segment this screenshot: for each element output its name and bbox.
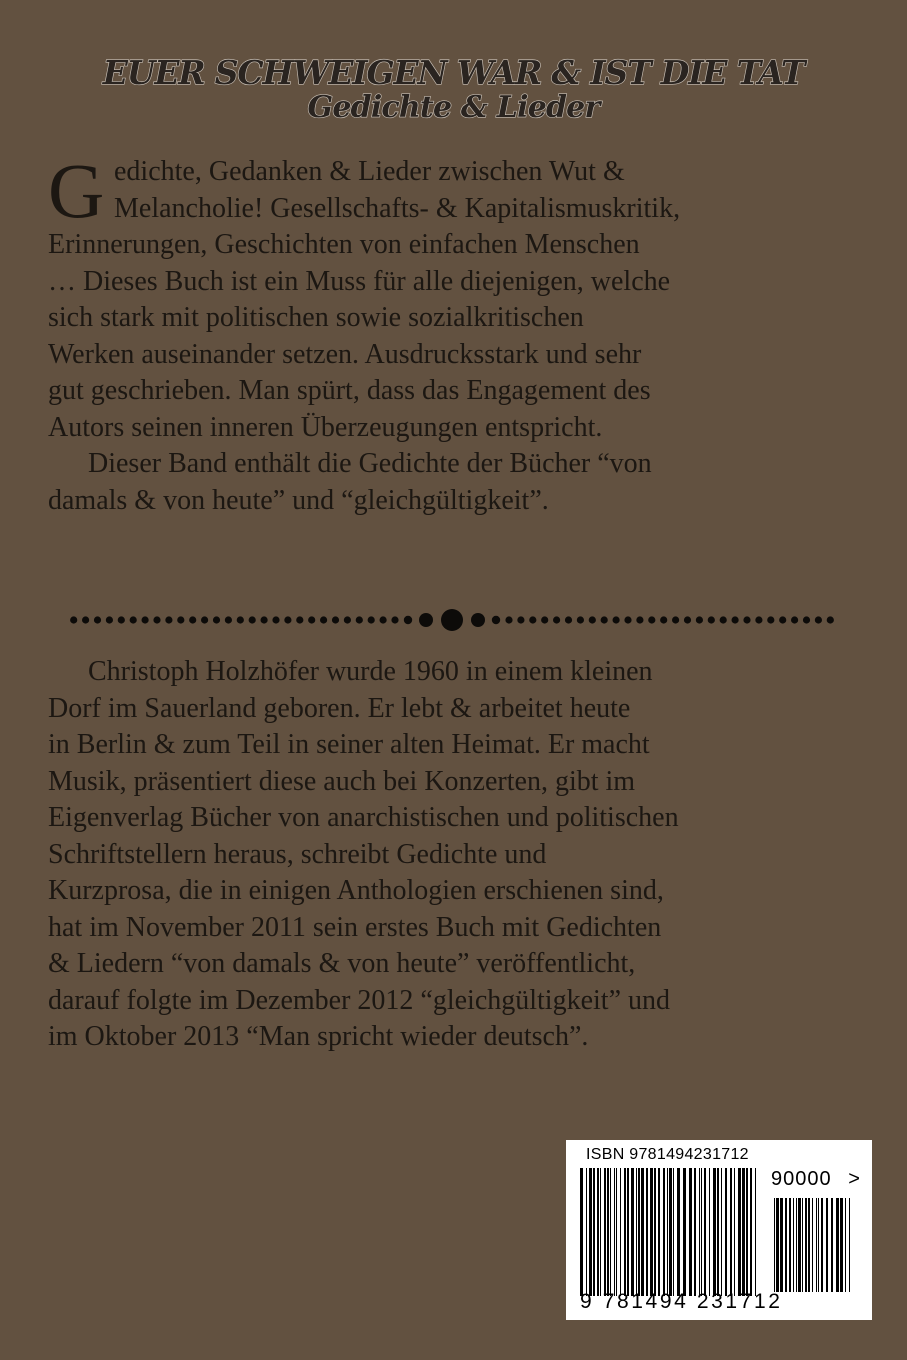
blurb-line: damals & von heute” und “gleichgültigkeit”. (48, 484, 549, 516)
price-code (771, 1168, 861, 1191)
divider-dot (201, 616, 208, 623)
blurb-line: Erinnerungen, Geschichten von einfachen Menschen (48, 229, 640, 260)
barcode-bar (704, 1168, 706, 1296)
bio-line: Eigenverlag Bücher von anarchistischen und politischen (48, 802, 679, 833)
barcode-bars-icon (580, 1168, 760, 1296)
book-title: EUER SCHWEIGEN WAR & IST DIE TAT (102, 53, 805, 92)
barcode-bar (658, 1168, 660, 1296)
divider-dot (356, 616, 363, 623)
divider-dot (419, 613, 433, 627)
blurb-paragraph (48, 147, 868, 519)
divider-dot (284, 616, 291, 623)
barcode-bar (610, 1168, 611, 1296)
divider-dot (82, 616, 89, 623)
barcode-bar (780, 1198, 783, 1292)
barcode-bar (667, 1168, 668, 1296)
divider-dot (791, 616, 798, 623)
barcode-digits: 9 781494 231712 (580, 1290, 783, 1313)
barcode-bar (776, 1198, 779, 1292)
bio-line: Dorf im Sauerland geboren. Er lebt & arbeitet heute (48, 692, 631, 724)
divider-dot (553, 616, 560, 623)
divider-dot (404, 616, 412, 624)
divider-dot (636, 616, 643, 623)
barcode-bar (694, 1168, 696, 1296)
bio-line: darauf folgte im Dezember 2012 “gleichgültigkeit” und (48, 984, 671, 1016)
isbn-label: ISBN 9781494231712 (586, 1146, 749, 1163)
barcode-bar (607, 1168, 609, 1296)
blurb-line: edichte, Gedanken & Lieder zwischen Wut & (114, 156, 625, 187)
divider-dot (118, 616, 125, 623)
barcode-bar (614, 1168, 615, 1296)
barcode-bar (699, 1168, 700, 1296)
barcode-bar (818, 1198, 819, 1292)
divider-dot (332, 616, 339, 623)
barcode-bar (624, 1168, 626, 1296)
blurb-line: … Dieses Buch ist ein Muss für alle diejenigen, welche (48, 265, 671, 297)
divider-dot (743, 616, 750, 623)
divider-dot (391, 616, 398, 623)
bio-line: Kurzprosa, die in einigen Anthologien erschienen sind, (48, 875, 664, 906)
divider-dot (142, 616, 149, 623)
divider-dot (177, 616, 184, 623)
barcode-bar (673, 1168, 674, 1296)
divider-dot (660, 616, 667, 623)
blurb-line: Melancholie! Gesellschafts- & Kapitalismuskritik, (114, 192, 681, 224)
barcode-bar (755, 1168, 756, 1296)
barcode-bar (738, 1168, 741, 1296)
divider-dot (106, 616, 113, 623)
barcode-bar (616, 1168, 617, 1296)
blurb-line: Dieser Band enthält die Gedichte der Bücher “von (88, 448, 652, 479)
dot-divider (62, 600, 842, 640)
barcode-bar (816, 1198, 817, 1292)
divider-dot (237, 616, 244, 623)
divider-dot (296, 616, 303, 623)
barcode-bar (709, 1168, 710, 1296)
barcode-bar (620, 1168, 621, 1296)
barcode-bar (725, 1168, 727, 1296)
barcode-bar (836, 1198, 839, 1292)
divider-dot (441, 609, 463, 631)
barcode-bar (597, 1168, 599, 1296)
barcode-bar (627, 1168, 629, 1296)
addon-barcode-icon (774, 1198, 852, 1292)
barcode-bar (717, 1168, 719, 1296)
divider-dot (624, 616, 631, 623)
bio-line: Musik, präsentiert diese auch bei Konzerten, gibt im (48, 765, 636, 797)
barcode-bar (774, 1198, 775, 1292)
bio-line: in Berlin & zum Teil in seiner alten Heimat. Er macht (48, 729, 650, 760)
divider-dot (529, 616, 536, 623)
divider-dot (541, 616, 548, 623)
barcode-bar (638, 1168, 640, 1296)
barcode-bar (654, 1168, 656, 1296)
divider-dot (708, 616, 715, 623)
isbn-barcode (566, 1140, 872, 1320)
divider-dot (672, 616, 679, 623)
divider-dot (696, 616, 703, 623)
barcode-bar (586, 1168, 587, 1296)
barcode-bar (604, 1168, 606, 1296)
divider-dot (308, 616, 315, 623)
barcode-bar (840, 1198, 843, 1292)
divider-dot (165, 616, 172, 623)
barcode-bar (796, 1198, 797, 1292)
divider-dot (130, 616, 137, 623)
barcode-bar (669, 1168, 672, 1296)
divider-dot (320, 616, 327, 623)
barcode-bar (721, 1168, 722, 1296)
divider-dot (225, 616, 232, 623)
divider-dot (803, 616, 810, 623)
divider-dot (565, 616, 572, 623)
barcode-bar (812, 1198, 813, 1292)
bio-line: hat im November 2011 sein erstes Buch mit Gedichten (48, 911, 662, 943)
divider-dot (380, 616, 387, 623)
divider-dot (684, 616, 691, 623)
barcode-bar (701, 1168, 702, 1296)
barcode-bar (821, 1198, 823, 1292)
price-arrow: > (848, 1168, 861, 1190)
barcode-bar (789, 1198, 791, 1292)
barcode-bar (793, 1198, 794, 1292)
barcode-bar (636, 1168, 637, 1296)
book-subtitle: Gedichte & Lieder (307, 90, 600, 125)
barcode-bar (631, 1168, 634, 1296)
divider-dot (249, 616, 256, 623)
barcode-bar (802, 1198, 803, 1292)
divider-dot (517, 616, 524, 623)
divider-dot (153, 616, 160, 623)
divider-dot (471, 613, 485, 627)
blurb-line: Autors seinen inneren Überzeugungen entspricht. (48, 411, 603, 443)
barcode-bar (805, 1198, 807, 1292)
divider-dot (732, 616, 739, 623)
divider-dot (272, 616, 279, 623)
bio-line: Christoph Holzhöfer wurde 1960 in einem kleinen (88, 656, 653, 687)
barcode-bar (785, 1198, 787, 1292)
divider-dot (505, 616, 512, 623)
barcode-bar (849, 1198, 850, 1292)
barcode-bar (689, 1168, 692, 1296)
blurb-line: sich stark mit politischen sowie sozialkritischen (48, 302, 584, 333)
barcode-bar (589, 1168, 592, 1296)
price-value: 90000 (771, 1168, 832, 1190)
divider-dot (189, 616, 196, 623)
barcode-bar (730, 1168, 732, 1296)
barcode-bar (600, 1168, 601, 1296)
divider-dot (70, 616, 77, 623)
divider-dot (589, 616, 596, 623)
divider-dot (368, 616, 375, 623)
barcode-bar (746, 1168, 748, 1296)
divider-dot (827, 616, 834, 623)
blurb-line: gut geschrieben. Man spürt, dass das Engagement des (48, 375, 651, 406)
divider-dot (779, 616, 786, 623)
divider-dot (767, 616, 774, 623)
title-block (0, 55, 907, 125)
bio-line: Schriftstellern heraus, schreibt Gedichte und (48, 838, 547, 870)
divider-dot (648, 616, 655, 623)
barcode-bar (831, 1198, 833, 1292)
barcode-bar (750, 1168, 752, 1296)
barcode-bar (734, 1168, 735, 1296)
barcode-bar (663, 1168, 665, 1296)
barcode-bar (845, 1198, 846, 1292)
blurb-line: Werken auseinander setzen. Ausdrucksstark und sehr (48, 338, 642, 370)
barcode-bar (677, 1168, 680, 1296)
barcode-bar (826, 1198, 828, 1292)
divider-dot (613, 616, 620, 623)
barcode-bar (593, 1168, 595, 1296)
drop-cap: G (48, 147, 105, 234)
bio-line: im Oktober 2013 “Man spricht wieder deutsch”. (48, 1021, 589, 1052)
author-bio (48, 654, 868, 1056)
divider-dot (577, 616, 584, 623)
divider-dot (601, 616, 608, 623)
barcode-bar (742, 1168, 745, 1296)
barcode-bar (798, 1198, 801, 1292)
bio-line: & Liedern “von damals & von heute” veröffentlicht, (48, 948, 636, 979)
divider-dot (720, 616, 727, 623)
barcode-bar (808, 1198, 810, 1292)
divider-dot (815, 616, 822, 623)
divider-dot (755, 616, 762, 623)
barcode-bar (641, 1168, 644, 1296)
barcode-bar (646, 1168, 648, 1296)
divider-dot (213, 616, 220, 623)
divider-dot (492, 616, 500, 624)
barcode-bar (683, 1168, 686, 1296)
barcode-bar (713, 1168, 716, 1296)
divider-dot (94, 616, 101, 623)
divider-dot (344, 616, 351, 623)
divider-dot (261, 616, 268, 623)
barcode-bar (650, 1168, 653, 1296)
barcode-bar (580, 1168, 583, 1296)
